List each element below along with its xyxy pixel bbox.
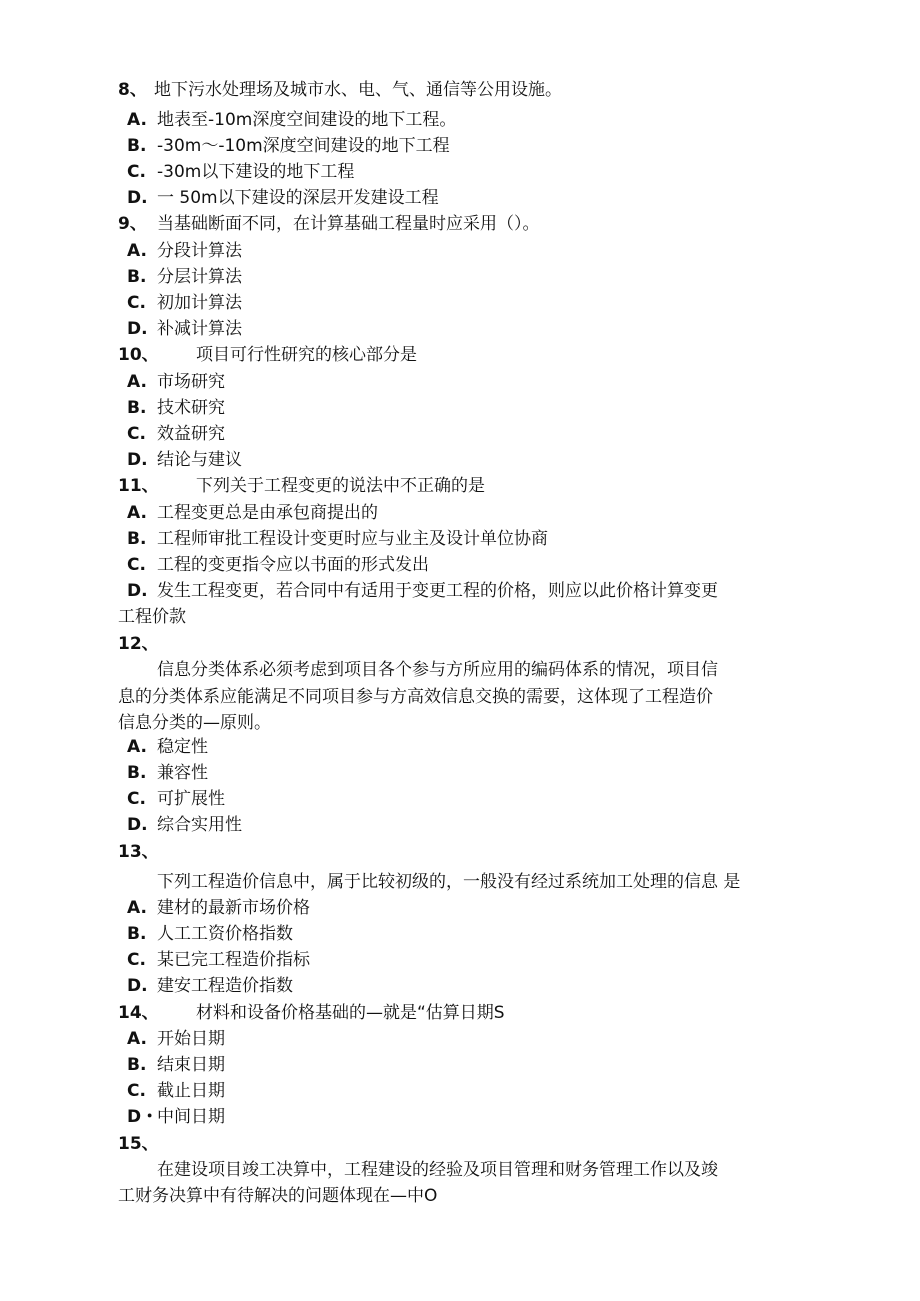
- question-10-stem: [118, 342, 417, 368]
- option-text: -30m以下建设的地下工程: [157, 162, 355, 182]
- option-text: 补减计算法: [157, 319, 242, 339]
- option-label: A.: [127, 372, 147, 392]
- question-text: 材料和设备价格基础的—就是“估算日期S: [196, 1003, 505, 1023]
- question-number: 11、: [118, 476, 159, 496]
- option-14c: [127, 1078, 225, 1104]
- option-text: 结论与建议: [157, 450, 242, 470]
- option-text: 截止日期: [157, 1081, 225, 1101]
- option-text: -30m～-10m深度空间建设的地下工程: [157, 136, 450, 156]
- option-text: 分段计算法: [157, 241, 242, 261]
- question-11-stem: [118, 473, 485, 499]
- option-label: D.: [127, 319, 148, 339]
- option-14b: [127, 1052, 225, 1078]
- option-11d-continuation: 工程价款: [118, 607, 186, 627]
- question-15-number: [118, 1131, 159, 1157]
- question-9-stem: [118, 211, 540, 237]
- option-text: 技术研究: [157, 398, 225, 418]
- option-8a: [127, 107, 456, 133]
- option-10c: [127, 421, 225, 447]
- option-11d: [127, 578, 718, 604]
- question-number: 14、: [118, 1003, 159, 1023]
- option-11b: [127, 526, 548, 552]
- option-label: C.: [127, 950, 146, 970]
- option-label: B.: [127, 1055, 147, 1075]
- option-label: C.: [127, 162, 146, 182]
- option-label: D・: [127, 1107, 159, 1127]
- option-label: D.: [127, 581, 148, 601]
- option-12a: [127, 734, 208, 760]
- question-number: 8、: [118, 80, 147, 100]
- option-13c: [127, 947, 310, 973]
- option-8d: [127, 185, 439, 211]
- option-text: 建安工程造价指数: [157, 976, 293, 996]
- option-text: 开始日期: [157, 1029, 225, 1049]
- option-11c: [127, 552, 429, 578]
- option-9b: [127, 264, 242, 290]
- question-15-stem-line-1: 在建设项目竣工决算中，工程建设的经验及项目管理和财务管理工作以及竣: [157, 1160, 718, 1180]
- option-text: 初加计算法: [157, 293, 242, 313]
- option-text: 兼容性: [157, 763, 208, 783]
- option-label: D.: [127, 815, 148, 835]
- option-text: 人工工资价格指数: [157, 924, 293, 944]
- option-label: C.: [127, 789, 146, 809]
- option-text: 效益研究: [157, 424, 225, 444]
- option-8b: [127, 133, 450, 159]
- option-text: 工程师审批工程设计变更时应与业主及设计单位协商: [157, 529, 548, 549]
- option-10a: [127, 369, 225, 395]
- option-text: 工程变更总是由承包商提出的: [157, 503, 378, 523]
- option-label: A.: [127, 898, 147, 918]
- option-label: B.: [127, 136, 147, 156]
- option-10d: [127, 447, 242, 473]
- option-text: 可扩展性: [157, 789, 225, 809]
- question-number: 13、: [118, 842, 159, 862]
- option-9c: [127, 290, 242, 316]
- option-label: D.: [127, 188, 148, 208]
- option-11a: [127, 500, 378, 526]
- option-label: A.: [127, 1029, 147, 1049]
- option-13a: [127, 895, 310, 921]
- option-14a: [127, 1026, 225, 1052]
- question-12-stem-line-3: 信息分类的—原则。: [118, 713, 271, 733]
- question-number: 10、: [118, 345, 159, 365]
- question-text: 地下污水处理场及城市水、电、气、通信等公用设施。: [154, 80, 562, 100]
- question-12-number: [118, 631, 159, 657]
- option-text: 分层计算法: [157, 267, 242, 287]
- option-label: D.: [127, 976, 148, 996]
- option-text: 稳定性: [157, 737, 208, 757]
- option-10b: [127, 395, 225, 421]
- option-12d: [127, 812, 242, 838]
- question-number: 9、: [118, 214, 147, 234]
- question-number: 12、: [118, 634, 159, 654]
- option-label: C.: [127, 1081, 146, 1101]
- option-label: C.: [127, 293, 146, 313]
- option-label: B.: [127, 529, 147, 549]
- option-label: C.: [127, 555, 146, 575]
- option-label: D.: [127, 450, 148, 470]
- question-13-stem: 下列工程造价信息中，属于比较初级的，一般没有经过系统加工处理的信息 是: [157, 872, 741, 892]
- option-label: B.: [127, 398, 147, 418]
- option-label: B.: [127, 924, 147, 944]
- option-label: A.: [127, 737, 147, 757]
- question-13-number: [118, 839, 159, 865]
- option-label: B.: [127, 267, 147, 287]
- option-label: A.: [127, 503, 147, 523]
- option-9a: [127, 238, 242, 264]
- question-12-stem-line-1: 信息分类体系必须考虑到项目各个参与方所应用的编码体系的情况，项目信: [157, 660, 718, 680]
- question-text: 当基础断面不同，在计算基础工程量时应采用（）。: [157, 214, 540, 234]
- option-label: A.: [127, 241, 147, 261]
- question-text: 下列关于工程变更的说法中不正确的是: [196, 476, 485, 496]
- option-text: 一 50m以下建设的深层开发建设工程: [157, 188, 439, 208]
- option-label: C.: [127, 424, 146, 444]
- option-14d: [127, 1104, 225, 1130]
- option-13b: [127, 921, 293, 947]
- option-text: 发生工程变更，若合同中有适用于变更工程的价格，则应以此价格计算变更: [157, 581, 718, 601]
- option-text: 某已完工程造价指标: [157, 950, 310, 970]
- option-label: A.: [127, 110, 147, 130]
- question-text: 项目可行性研究的核心部分是: [196, 345, 417, 365]
- option-text: 结束日期: [157, 1055, 225, 1075]
- option-label: B.: [127, 763, 147, 783]
- question-14-stem: [118, 1000, 505, 1026]
- option-12c: [127, 786, 225, 812]
- option-text: 中间日期: [157, 1107, 225, 1127]
- option-text: 建材的最新市场价格: [157, 898, 310, 918]
- option-9d: [127, 316, 242, 342]
- option-12b: [127, 760, 208, 786]
- option-text: 工程的变更指令应以书面的形式发出: [157, 555, 429, 575]
- option-8c: [127, 159, 354, 185]
- question-8-stem: [118, 77, 562, 103]
- question-number: 15、: [118, 1134, 159, 1154]
- question-15-stem-line-2: 工财务决算中有待解决的问题体现在—中O: [118, 1186, 438, 1206]
- option-text: 地表至-10m深度空间建设的地下工程。: [157, 110, 457, 130]
- option-text: 市场研究: [157, 372, 225, 392]
- question-12-stem-line-2: 息的分类体系应能满足不同项目参与方高效信息交换的需要，这体现了工程造价: [118, 687, 713, 707]
- option-text: 综合实用性: [157, 815, 242, 835]
- option-13d: [127, 973, 293, 999]
